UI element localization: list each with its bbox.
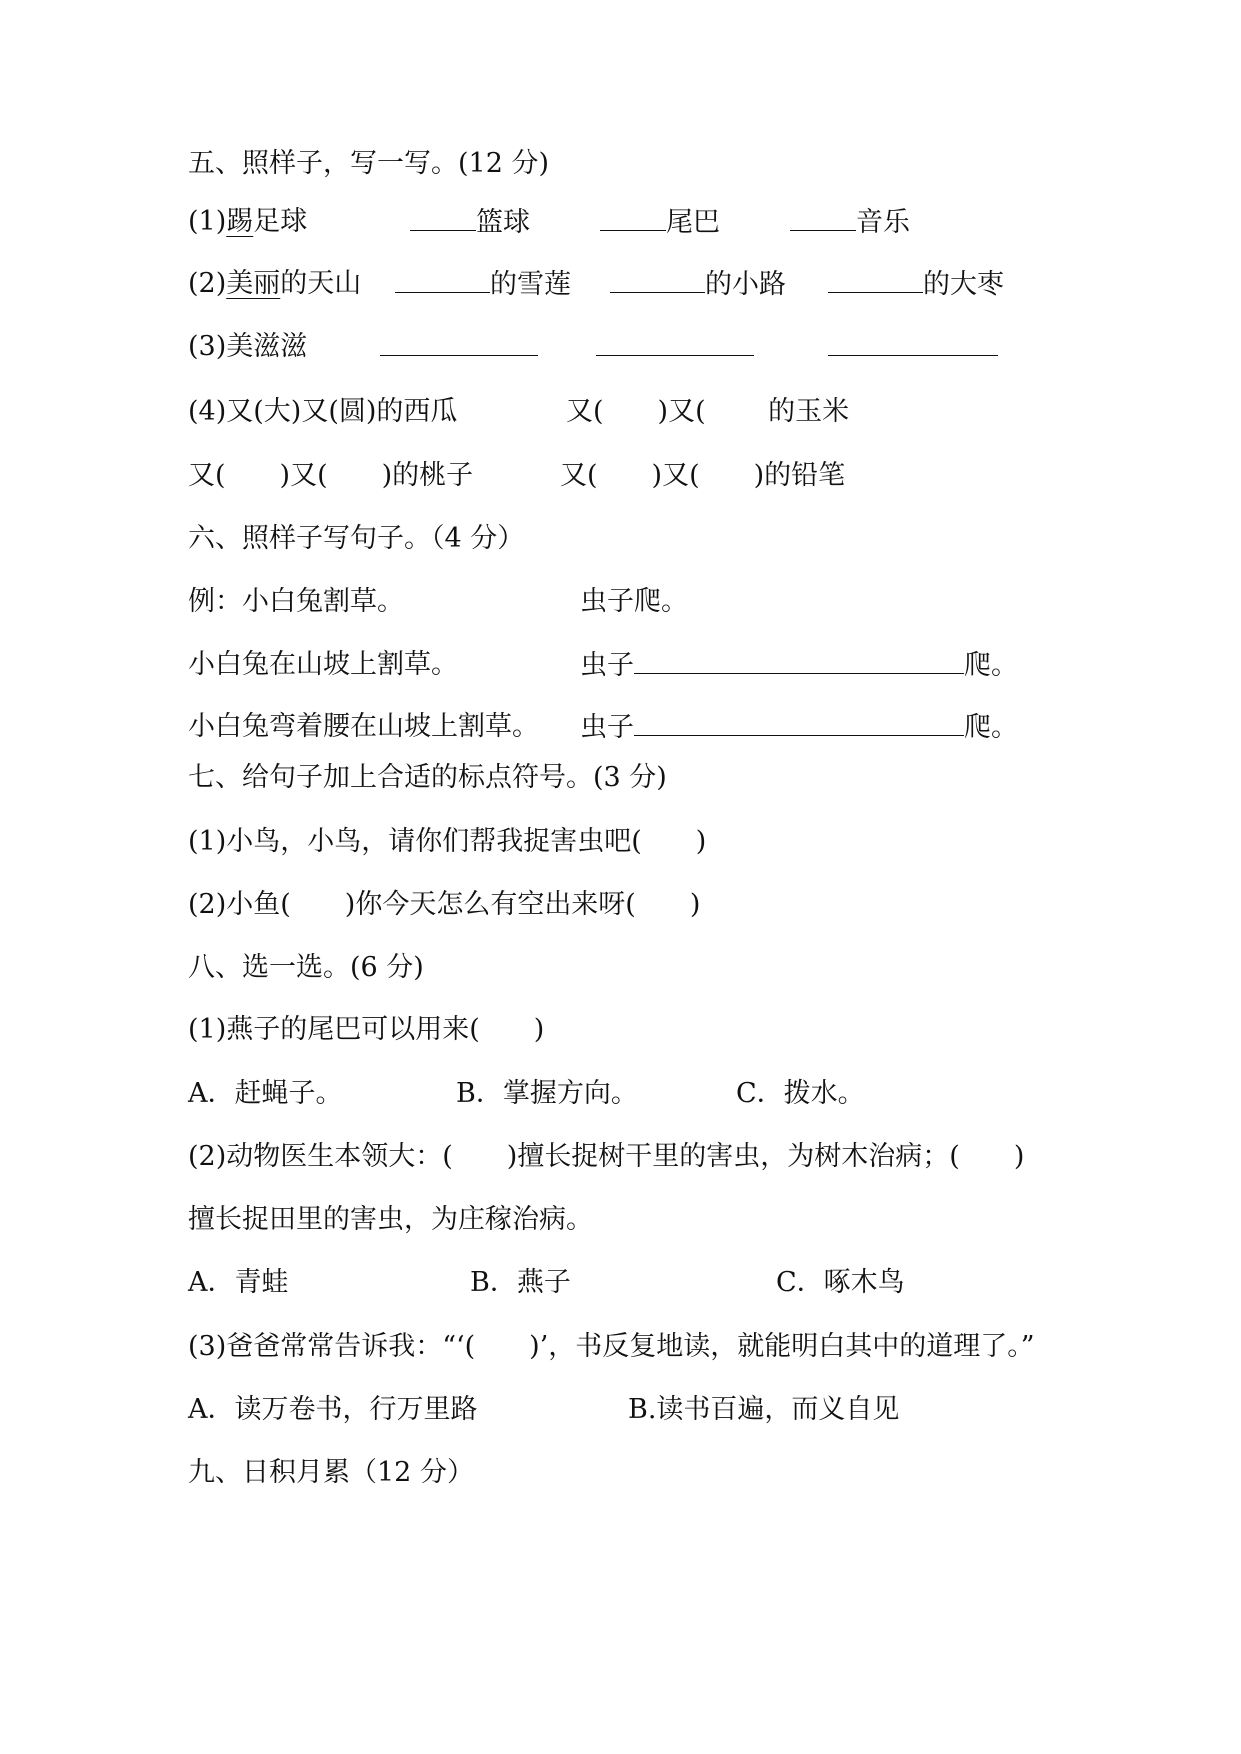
section-8-question-2-line-1[interactable]: (2)动物医生本领大：( )擅长捉树干里的害虫，为树木治病；( ) (188, 1141, 1025, 1172)
fill-item[interactable]: 又( )又( )的桃子 (188, 460, 474, 491)
example-phrase: (2)美丽的天山 (188, 268, 362, 299)
fill-item: 的小路 (610, 262, 786, 307)
section-8-title: 八、选一选。(6 分) (188, 952, 424, 983)
answer-blank[interactable] (380, 325, 538, 356)
fill-item[interactable]: 又( )又( )的铅笔 (560, 460, 846, 491)
answer-blank[interactable] (634, 705, 964, 736)
fill-item[interactable]: 又( )又( 的玉米 (566, 396, 850, 427)
option-c[interactable]: C．啄木鸟 (776, 1267, 905, 1298)
section-7-question-1[interactable]: (1)小鸟，小鸟，请你们帮我捉害虫吧( ) (188, 826, 707, 857)
answer-blank[interactable] (610, 262, 705, 293)
option-a[interactable]: A．读万卷书，行万里路 (188, 1394, 478, 1425)
example-phrase: (3)美滋滋 (188, 331, 308, 362)
answer-blank[interactable] (395, 262, 490, 293)
fill-item: 的大枣 (828, 262, 1004, 307)
option-b[interactable]: B.读书百遍，而义自见 (628, 1394, 900, 1425)
answer-blank[interactable] (828, 262, 923, 293)
fill-item: 篮球 (410, 200, 530, 245)
section-8-question-3[interactable]: (3)爸爸常常告诉我：“‘( )’，书反复地读，就能明白其中的道理了。” (188, 1331, 1035, 1362)
answer-blank[interactable] (600, 200, 666, 231)
answer-blank[interactable] (790, 200, 856, 231)
fill-sentence: 虫子 爬。 (580, 643, 1018, 688)
base-sentence: 虫子爬。 (580, 586, 688, 617)
example-sentence: 例：小白兔割草。 (188, 586, 404, 617)
section-8-question-1[interactable]: (1)燕子的尾巴可以用来( ) (188, 1014, 545, 1045)
example-sentence: 小白兔在山坡上割草。 (188, 649, 458, 680)
option-b[interactable]: B．燕子 (470, 1267, 571, 1298)
section-7-question-2[interactable]: (2)小鱼( )你今天怎么有空出来呀( ) (188, 889, 701, 920)
section-6-title: 六、照样子写句子。（4 分） (188, 523, 525, 554)
section-9-title: 九、日积月累（12 分） (188, 1457, 474, 1488)
fill-item: 音乐 (790, 200, 910, 245)
example-sentence: 小白兔弯着腰在山坡上割草。 (188, 711, 539, 742)
section-8-question-2-line-2: 擅长捉田里的害虫，为庄稼治病。 (188, 1204, 593, 1235)
answer-blank[interactable] (410, 200, 476, 231)
answer-blank[interactable] (596, 325, 754, 356)
option-b[interactable]: B．掌握方向。 (456, 1078, 638, 1109)
option-a[interactable]: A．赶蝇子。 (188, 1078, 343, 1109)
section-7-title: 七、给句子加上合适的标点符号。(3 分) (188, 762, 667, 793)
section-5-title: 五、照样子，写一写。(12 分) (188, 148, 550, 179)
option-c[interactable]: C．拨水。 (736, 1078, 865, 1109)
fill-sentence: 虫子 爬。 (580, 705, 1018, 750)
example-phrase: (1)踢足球 (188, 206, 308, 237)
fill-item: 尾巴 (600, 200, 720, 245)
fill-item: 的雪莲 (395, 262, 571, 307)
answer-blank[interactable] (634, 643, 964, 674)
answer-blank[interactable] (828, 325, 998, 356)
option-a[interactable]: A．青蛙 (188, 1267, 289, 1298)
example-phrase: (4)又(大)又(圆)的西瓜 (188, 396, 458, 427)
